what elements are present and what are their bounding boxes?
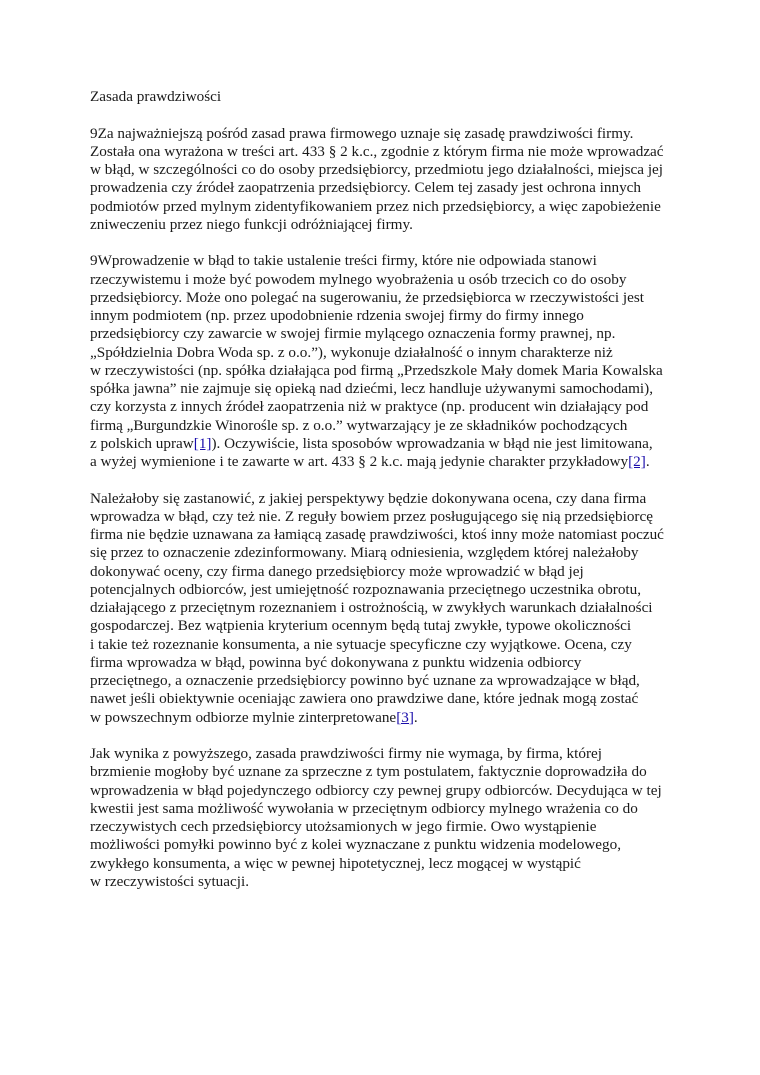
text-segment: zniweczeniu przez niego funkcji odróżniającej firmy. (90, 215, 413, 233)
text-line (90, 526, 680, 544)
text-line (90, 325, 680, 343)
text-line (90, 508, 680, 526)
text-segment: kwestii jest sama możliwość wywołania w przeciętnym odbiorcy mylnego wrażenia co do (90, 799, 638, 817)
text-segment: firmą „Burgundzkie Winorośle sp. z o.o.” wytwarzający je ze składników pochodzących (90, 416, 628, 434)
text-line (90, 252, 680, 270)
text-segment: 9Wprowadzenie w błąd to takie ustalenie treści firmy, które nie odpowiada stanowi (90, 252, 597, 270)
text-line (90, 782, 680, 800)
text-line (90, 435, 680, 453)
text-line (90, 307, 680, 325)
text-line (90, 161, 680, 179)
text-segment: firma wprowadza w błąd, powinna być dokonywana z punktu widzenia odbiorcy (90, 653, 582, 671)
text-line (90, 855, 680, 873)
text-line (90, 143, 680, 161)
text-line (90, 544, 680, 562)
text-segment: wprowadza w błąd, czy też nie. Z reguły bowiem przez posługującego się nią przedsiębiorcę (90, 507, 653, 525)
text-segment: z polskich upraw (90, 434, 194, 452)
text-segment: i takie też rozeznanie konsumenta, a nie sytuacje specyficzne czy wyjątkowe. Ocena, czy (90, 635, 632, 653)
text-segment: podmiotów przed mylnym zidentyfikowaniem przez nich przedsiębiorcy, a więc zapobieżenie (90, 197, 661, 215)
text-segment: . (413, 708, 418, 726)
text-segment: . (645, 453, 650, 470)
text-segment: gospodarczej. Bez wątpienia kryterium ocennym będą tutaj zwykłe, typowe okoliczności (90, 617, 632, 635)
text-segment: rzeczywistych cech przedsiębiorcy utożsamionych w jego firmie. Owo wystąpienie (90, 818, 597, 835)
text-line (90, 179, 680, 197)
text-segment: dokonywać oceny, czy firma danego przedsiębiorcy może wprowadzić w błąd jej (90, 562, 584, 580)
text-segment: zwykłego konsumenta, a więc w pewnej hipotetycznej, lecz mogącej w wystąpić (90, 854, 581, 872)
text-line (90, 453, 680, 471)
text-line (90, 125, 680, 143)
text-segment: w powszechnym odbiorze mylnie zinterpretowane (90, 708, 397, 726)
text-line (90, 599, 680, 617)
text-segment: a wyżej wymienione i te zawarte w art. 433 § 2 k.c. mają jedynie charakter przykładowy (90, 453, 629, 470)
text-line (90, 563, 680, 581)
document-body (90, 88, 680, 909)
text-line (90, 836, 680, 854)
text-segment: przedsiębiorcy czy zawarcie w swojej firmie mylącego oznaczenia formy prawnej, np. (90, 325, 616, 343)
text-segment: potencjalnych odbiorców, jest umiejętność rozpoznawania przeciętnego uczestnika obrotu, (90, 580, 642, 598)
text-segment: Należałoby się zastanowić, z jakiej perspektywy będzie dokonywana ocena, czy dana firma (90, 489, 647, 507)
paragraph (90, 125, 680, 235)
text-line (90, 745, 680, 763)
text-segment: przeciętnego, a oznaczenie przedsiębiorcy powinno być uznane za wprowadzające w błąd, (90, 672, 640, 689)
text-segment: wprowadzenia w błąd pojedynczego odbiorcy czy pewnej grupy odbiorców. Decydująca w tej (90, 781, 662, 799)
text-line (90, 362, 680, 380)
text-line (90, 417, 680, 435)
footnote-link[interactable]: [2] (628, 453, 646, 470)
footnote-link[interactable]: [3] (396, 708, 414, 726)
text-segment: w rzeczywistości sytuacji. (90, 872, 249, 890)
paragraphs-container (90, 125, 680, 892)
footnote-link[interactable]: [1] (193, 434, 212, 452)
text-line (90, 709, 680, 727)
text-line (90, 289, 680, 307)
text-line (90, 216, 680, 234)
text-segment: Została ona wyrażona w treści art. 433 § 2 k.c., zgodnie z którym firma nie może wprowadzać (90, 142, 664, 160)
text-line (90, 617, 680, 635)
text-segment: się przez to oznaczenie zdezinformowany. Miarą odniesienia, względem której należałoby (90, 544, 639, 562)
paragraph (90, 745, 680, 891)
text-segment: działającego z przeciętnym rozeznaniem i ostrożnością, w zwykłych warunkach działalności (90, 599, 653, 616)
text-line (90, 380, 680, 398)
text-segment: w rzeczywistości (np. spółka działająca pod firmą „Przedszkole Mały domek Maria Kowalska (90, 361, 663, 379)
text-line (90, 581, 680, 599)
text-segment: nawet jeśli obiektywnie oceniając zawiera ono prawdziwe dane, które jednak mogą zostać (90, 690, 639, 708)
text-line (90, 490, 680, 508)
text-segment: prowadzenia czy źródeł zaopatrzenia przedsiębiorcy. Celem tej zasady jest ochrona innych (90, 179, 641, 197)
text-line (90, 398, 680, 416)
text-line (90, 873, 680, 891)
text-segment: 9Za najważniejszą pośród zasad prawa firmowego uznaje się zasadę prawdziwości firmy. (90, 124, 634, 142)
text-line (90, 636, 680, 654)
text-line (90, 654, 680, 672)
text-segment: firma nie będzie uznawana za łamiącą zasadę prawdziwości, ktoś inny może natomiast poczuć (90, 526, 664, 543)
document-title: Zasada prawdziwości (90, 88, 222, 105)
text-segment: czy korzysta z innych źródeł zaopatrzenia niż w praktyce (np. producent win działający pod (90, 398, 649, 416)
text-line (90, 344, 680, 362)
paragraph (90, 252, 680, 471)
paragraph (90, 490, 680, 727)
text-line (90, 690, 680, 708)
text-segment: brzmienie mogłoby być uznane za sprzeczne z tym postulatem, faktycznie doprowadziła do (90, 763, 647, 781)
text-segment: „Spółdzielnia Dobra Woda sp. z o.o.”), wykonuje działalność o innym charakterze niż (90, 343, 613, 361)
text-segment: Jak wynika z powyższego, zasada prawdziwości firmy nie wymaga, by firma, której (90, 745, 602, 762)
text-line (90, 198, 680, 216)
text-line (90, 271, 680, 289)
text-segment: możliwości pomyłki powinno być z kolei wyznaczane z punktu widzenia modelowego, (90, 836, 621, 854)
text-line (90, 763, 680, 781)
text-line (90, 672, 680, 690)
text-segment: przedsiębiorcy. Może ono polegać na sugerowaniu, że przedsiębiorca w rzeczywistości jest (90, 288, 644, 306)
text-line (90, 818, 680, 836)
text-segment: rzeczywistemu i może być powodem mylnego wyobrażenia u osób trzecich co do osoby (90, 270, 627, 288)
text-segment: w błąd, w szczególności co do osoby przedsiębiorcy, przedmiotu jego działalności, miejsca jej (90, 161, 664, 178)
text-segment: innym podmiotem (np. przez upodobnienie rdzenia swojej firmy do firmy innego (90, 307, 584, 324)
text-segment: spółka jawna” nie zajmuje się opieką nad dziećmi, lecz handluje używanymi samochodami), (90, 380, 653, 397)
text-line (90, 800, 680, 818)
text-segment: ). Oczywiście, lista sposobów wprowadzania w błąd nie jest limitowana, (211, 434, 653, 452)
